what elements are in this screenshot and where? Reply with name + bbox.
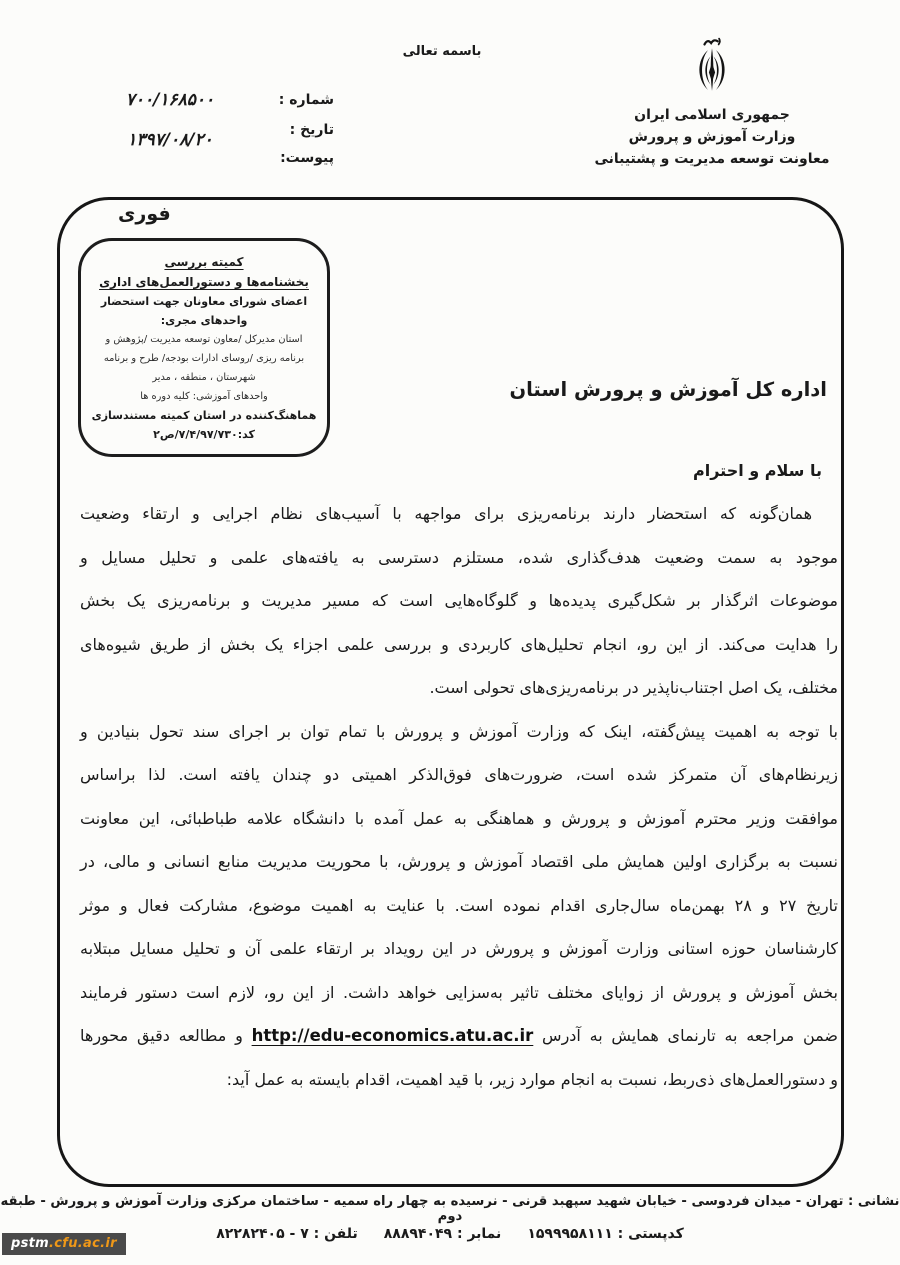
stamp-line: واحدهای آموزشی: کلیه دوره ها	[140, 391, 268, 402]
letter-date-label: تاریخ :	[289, 122, 334, 138]
body-line: کارشناسان حوزه استانی وزارت آموزش و پرورش در این رویداد بر ارتقاء علمی آن و تحلیل مسایل مبتلابه	[80, 939, 838, 958]
letter-number-value: ۷۰۰/۱۶۸۵۰۰	[125, 90, 215, 110]
org-name-deputy: معاونت توسعه مدیریت و پشتیبانی	[594, 151, 830, 167]
letter-date-value: ۱۳۹۷/۰۸/۲۰	[127, 130, 213, 150]
body-line: موضوعات اثرگذار بر شکل‌گیری پدیده‌ها و گلوگاه‌هایی است که مسیر مدیریت و برنامه‌ریزی یک بخش	[80, 591, 838, 610]
footer-address: نشانی : تهران - میدان فردوسی - خیابان شهید سپهبد قرنی - نرسیده به چهار راه سمیه - ساختمان مرکزی وزارت آموزش و پرورش - طبقه دوم	[0, 1194, 900, 1224]
body-line: موافقت وزیر محترم آموزش و پرورش و هماهنگی به عمل آمده با دانشگاه علامه طباطبائی، این معاونت	[80, 808, 838, 828]
letterhead-org-block	[588, 36, 836, 170]
footer-contact-row	[0, 1226, 900, 1242]
body-line: تاریخ ۲۷ و ۲۸ بهمن‌ماه سال‌جاری اقدام نموده است. با عنایت به اهمیت موضوع، مشارکت فعال و موثر	[80, 895, 838, 915]
footer-fax: نمابر : ۸۸۸۹۴۰۴۹	[383, 1226, 502, 1242]
body-line: با توجه به اهمیت پیش‌گفته، اینک که وزارت آموزش و پرورش با تمام توان بر اجرای سند تحول بنیادین و	[80, 721, 838, 741]
letter-attachment-row	[70, 150, 334, 166]
body-line: موجود به سمت وضعیت هدف‌گذاری شده، مستلزم دسترسی به یافته‌های علمی و تحلیل مسایل و	[80, 547, 838, 567]
recipient-title: اداره کل آموزش و پرورش استان	[509, 378, 827, 401]
letter-date-row	[70, 120, 334, 150]
watermark-suffix: .cfu.ac.ir	[49, 1236, 117, 1251]
stamp-line: هماهنگ‌کننده در استان کمیته مستندسازی	[91, 409, 317, 422]
site-watermark	[2, 1233, 126, 1255]
review-committee-stamp	[78, 238, 330, 457]
stamp-line: بخشنامه‌ها و دستورالعمل‌های اداری	[99, 275, 309, 289]
stamp-line: اعضای شورای معاونان جهت استحضار	[100, 295, 308, 308]
stamp-line: استان مدیرکل /معاون توسعه مدیریت /پژوهش و	[105, 334, 303, 345]
salutation: با سلام و احترام	[693, 461, 822, 480]
org-name-country: جمهوری اسلامی ایران	[634, 107, 790, 123]
body-line: بخش آموزش و پرورش از زوایای مختلف تاثیر به‌سزایی خواهد داشت. از این رو، لازم است دستور فرمایند	[80, 982, 838, 1002]
letter-meta-block	[70, 90, 334, 176]
urgent-label: فوری	[118, 203, 171, 225]
letter-number-row	[70, 90, 334, 110]
stamp-line: کمیته بررسی	[164, 255, 244, 269]
body-line: نسبت به برگزاری اولین همایش ملی اقتصاد آموزش و پرورش، با محوریت مدیریت منابع انسانی و مالی، در	[80, 852, 838, 871]
letter-number-label: شماره :	[278, 92, 334, 108]
iran-national-emblem-icon	[689, 36, 735, 98]
attachment-label: پیوست:	[280, 150, 334, 166]
stamp-line: واحدهای مجری:	[160, 314, 248, 327]
body-line-with-url	[80, 1014, 838, 1058]
stamp-line: برنامه ریزی /روسای ادارات بودجه/ طرح و برنامه	[103, 353, 305, 364]
bismillah: باسمه تعالی	[402, 44, 482, 59]
stamp-line: شهرستان ، منطقه ، مدیر	[152, 372, 256, 383]
conference-url-link[interactable]: http://edu-economics.atu.ac.ir	[251, 1026, 534, 1045]
url-line-post: و مطالعه دقیق محورها	[80, 1026, 243, 1045]
letter-body	[80, 492, 838, 1101]
footer-phone: تلفن : ۷ - ۸۲۲۸۲۴۰۵	[216, 1226, 358, 1242]
footer-postal-code: کدپستی : ۱۵۹۹۹۵۸۱۱۱	[527, 1226, 684, 1242]
body-line: زیرنظام‌های آن متمرکز شده است، ضرورت‌های فوق‌الذکر اهمیتی دو چندان یافته است. لذا براساس	[80, 765, 838, 784]
body-line: و دستورالعمل‌های ذی‌ربط، نسبت به انجام موارد زیر، با قید اهمیت، اقدام بایسته به عمل آید:	[226, 1069, 838, 1089]
org-name-ministry: وزارت آموزش و پرورش	[628, 129, 796, 145]
watermark-prefix: pstm	[11, 1236, 50, 1251]
body-line: مختلف، یک اصل اجتناب‌ناپذیر در برنامه‌ریزی‌های تحولی است.	[429, 678, 838, 697]
url-line-pre: ضمن مراجعه به تارنمای همایش به آدرس	[542, 1026, 838, 1045]
stamp-code: کد:۷/۴/۹۷/۷۳۰/ص۲	[153, 428, 255, 441]
body-line: همان‌گونه که استحضار دارند برنامه‌ریزی برای مواجهه با آسیب‌های نظام اجرایی و ارتقاء وضعیت	[80, 504, 812, 523]
body-line: را هدایت می‌کند. از این رو، انجام تحلیل‌های کاربردی و بررسی علمی اجزاء یک بخش از طریق شیوه‌های	[80, 634, 838, 654]
